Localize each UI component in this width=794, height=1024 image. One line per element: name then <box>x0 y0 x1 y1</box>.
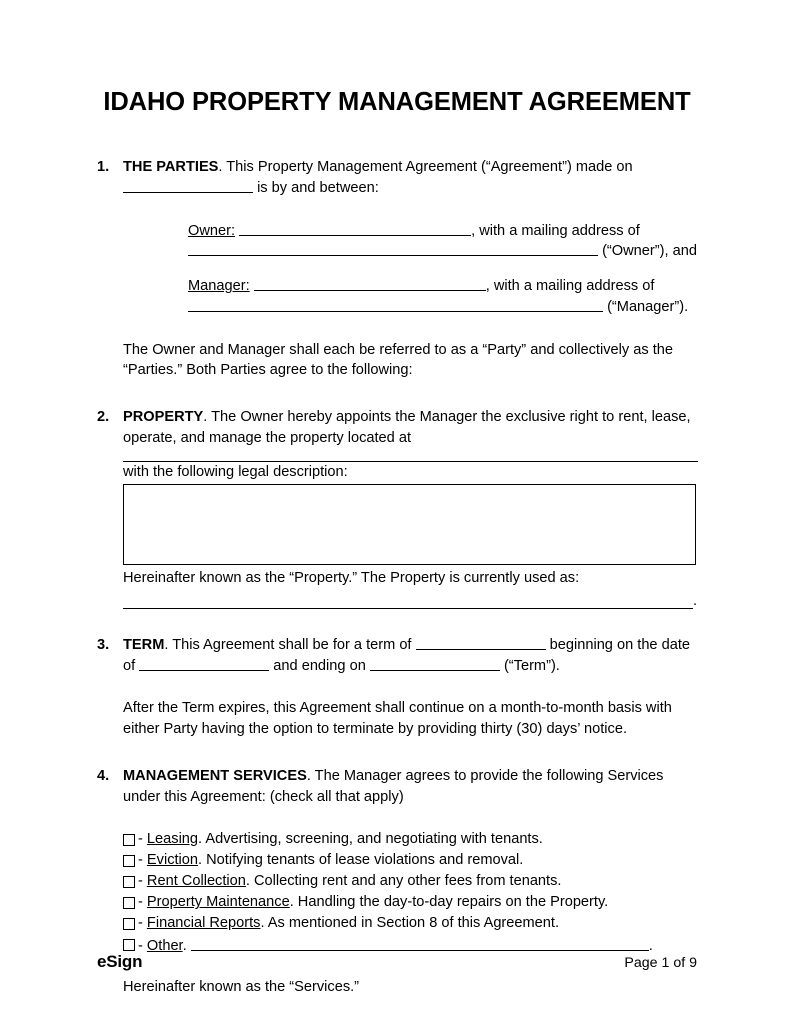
item-description: . Collecting rent and any other fees from tenants. <box>245 873 562 890</box>
manager-line <box>188 276 697 297</box>
section-heading: MANAGEMENT SERVICES <box>123 767 307 784</box>
section-number: 1. <box>97 159 110 176</box>
item-description: . Advertising, screening, and negotiating with tenants. <box>198 831 543 848</box>
spacer <box>97 318 697 340</box>
section-text <box>123 766 697 807</box>
property-use-blank[interactable] <box>123 594 693 609</box>
spacer <box>97 381 697 407</box>
owner-address-intro: , with a mailing address of <box>471 222 640 239</box>
property-use-rule-row <box>123 594 697 609</box>
manager-label: Manager: <box>188 278 250 295</box>
item-label: Eviction <box>146 852 199 869</box>
term-text-2: beginning on the date of <box>123 636 691 674</box>
checkbox-icon[interactable] <box>123 855 135 867</box>
checklist-item-leasing[interactable] <box>123 829 697 850</box>
property-hereinafter: Hereinafter known as the “Property.” The Property is currently used as: <box>123 570 580 587</box>
item-description: . Notifying tenants of lease violations and removal. <box>198 852 524 869</box>
manager-address-intro: , with a mailing address of <box>485 278 655 295</box>
page-title: IDAHO PROPERTY MANAGEMENT AGREEMENT <box>103 88 691 116</box>
parties-recital: The Owner and Manager shall each be referred to as a “Party” and collectively as the “Parties.” Both Parties agree to the following: <box>123 341 673 379</box>
manager-address-line <box>188 297 697 318</box>
item-description: . <box>182 937 187 954</box>
property-use-period: . <box>692 593 697 610</box>
section-heading: THE PARTIES <box>123 159 219 176</box>
spacer <box>97 262 697 276</box>
checklist-item-text <box>138 936 653 953</box>
section-intro-cont: is by and between: <box>257 180 379 197</box>
checklist-item-financial-reports[interactable] <box>123 913 697 934</box>
services-closing: Hereinafter known as the “Services.” <box>123 979 360 996</box>
section-number: 2. <box>97 409 110 426</box>
checklist-item-rent-collection[interactable] <box>123 871 697 892</box>
section-number: 3. <box>97 636 110 653</box>
item-dash: - <box>138 915 147 932</box>
spacer <box>97 807 697 829</box>
document-body <box>97 88 697 998</box>
section-heading: PROPERTY <box>123 409 204 426</box>
legal-description-textbox[interactable] <box>123 484 696 565</box>
page-number: Page 1 of 9 <box>624 955 697 971</box>
owner-name-blank[interactable] <box>239 221 471 236</box>
term-start-date-blank[interactable] <box>139 656 269 671</box>
section-body-text: . The Manager agrees to provide the following Services under this Agreement: (check all that apply) <box>123 767 664 805</box>
section-the-parties <box>97 157 697 198</box>
other-service-blank[interactable] <box>191 936 649 951</box>
spacer <box>97 676 697 698</box>
section-management-services <box>97 766 697 807</box>
checklist-item-text <box>138 853 523 868</box>
item-description: . Handling the day-to-day repairs on the Property. <box>289 894 609 911</box>
legal-description-box-wrap <box>123 484 697 565</box>
checklist-item-property-maintenance[interactable] <box>123 892 697 913</box>
checklist-item-text <box>138 895 608 910</box>
term-text-4: (“Term”). <box>503 657 560 674</box>
other-trailing-period: . <box>648 937 653 954</box>
owner-address-line <box>188 241 697 262</box>
owner-closing: (“Owner”), and <box>602 243 697 260</box>
checkbox-icon[interactable] <box>123 834 135 846</box>
item-label: Rent Collection <box>146 873 246 890</box>
item-dash: - <box>138 937 147 954</box>
page-footer <box>97 952 697 972</box>
term-continuation: After the Term expires, this Agreement shall continue on a month-to-month basis with either Party having the option to terminate by providing thirty (30) days’ notice. <box>123 700 672 738</box>
checklist-item-text <box>138 916 559 931</box>
esign-logo: eSign <box>97 952 143 971</box>
checkbox-icon[interactable] <box>123 939 135 951</box>
manager-name-blank[interactable] <box>254 276 486 291</box>
section-body-text: . The Owner hereby appoints the Manager the exclusive right to rent, lease, operate, and manage the property located at <box>123 409 691 446</box>
term-length-blank[interactable] <box>416 635 546 650</box>
spacer <box>97 740 697 766</box>
agreement-date-blank[interactable] <box>123 178 253 193</box>
owner-address-blank[interactable] <box>188 242 598 257</box>
spacer <box>97 609 697 635</box>
item-label: Other <box>146 937 183 954</box>
section-text <box>123 157 697 198</box>
checklist-item-text <box>138 874 561 889</box>
item-dash: - <box>138 894 147 911</box>
legal-description-label: with the following legal description: <box>123 463 348 480</box>
checkbox-icon[interactable] <box>123 876 135 888</box>
item-label: Property Maintenance <box>146 894 290 911</box>
section-text <box>123 635 697 676</box>
term-end-date-blank[interactable] <box>370 656 500 671</box>
item-dash: - <box>138 831 147 848</box>
checkbox-icon[interactable] <box>123 918 135 930</box>
item-dash: - <box>138 852 147 869</box>
section-heading: TERM <box>123 636 165 653</box>
section-number: 4. <box>97 767 110 784</box>
item-label: Leasing <box>146 831 199 848</box>
services-checklist <box>123 829 697 955</box>
term-text-1: . This Agreement shall be for a term of <box>164 636 412 653</box>
manager-closing: (“Manager”). <box>607 298 689 315</box>
section-intro: . This Property Management Agreement (“Agreement”) made on <box>218 159 633 176</box>
spacer <box>97 199 697 221</box>
checklist-item-text <box>138 832 543 847</box>
owner-label: Owner: <box>188 222 236 239</box>
section-text <box>123 407 697 448</box>
item-description: . As mentioned in Section 8 of this Agreement. <box>260 915 560 932</box>
term-text-3: and ending on <box>273 657 366 674</box>
checklist-item-eviction[interactable] <box>123 850 697 871</box>
item-dash: - <box>138 873 147 890</box>
spacer <box>97 449 697 461</box>
item-label: Financial Reports <box>146 915 261 932</box>
section-property <box>97 407 697 448</box>
owner-line <box>188 221 697 242</box>
manager-address-blank[interactable] <box>188 297 603 312</box>
checkbox-icon[interactable] <box>123 897 135 909</box>
section-term <box>97 635 697 676</box>
